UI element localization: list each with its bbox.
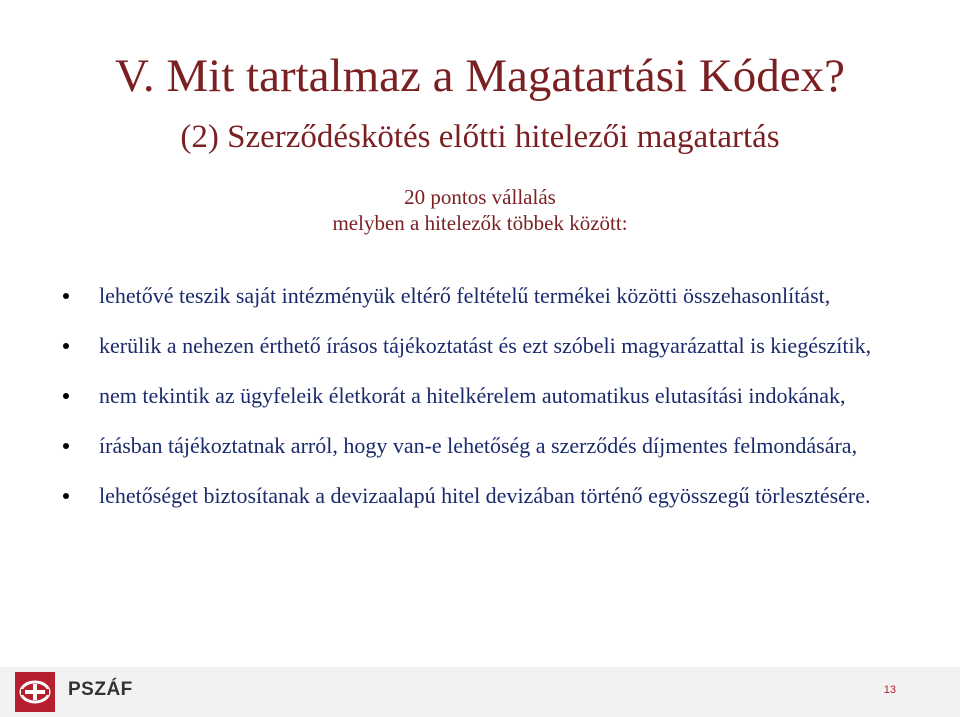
bullet-item: [63, 281, 898, 310]
bullet-dot-icon: [63, 343, 69, 349]
bullet-item: [63, 331, 898, 360]
page-number: 13: [883, 684, 896, 696]
bullet-text: lehetővé teszik saját intézményük eltérő feltételű termékei közötti összehasonlítást,: [99, 283, 831, 308]
bullet-text: nem tekintik az ügyfeleik életkorát a hitelkérelem automatikus elutasítási indokának,: [99, 383, 846, 408]
intro-line-2: melyben a hitelezők többek között:: [332, 211, 628, 235]
slide-subtitle: (2) Szerződéskötés előtti hitelezői magatartás: [180, 119, 780, 155]
bullet-item: [63, 431, 898, 460]
slide-title: V. Mit tartalmaz a Magatartási Kódex?: [115, 50, 845, 102]
bullet-dot-icon: [63, 493, 69, 499]
brand-name: PSZÁF: [68, 679, 133, 700]
bullet-list: [63, 281, 898, 531]
intro-line-1: 20 pontos vállalás: [404, 185, 556, 209]
bullet-item: [63, 381, 898, 410]
bullet-text: írásban tájékoztatnak arról, hogy van-e lehetőség a szerződés díjmentes felmondására,: [99, 433, 858, 458]
pszaf-logo-icon: [15, 672, 55, 712]
bullet-dot-icon: [63, 443, 69, 449]
intro-text: [0, 184, 960, 236]
bullet-dot-icon: [63, 393, 69, 399]
bullet-dot-icon: [63, 293, 69, 299]
bullet-text: lehetőséget biztosítanak a devizaalapú hitel devizában történő egyösszegű törlesztésére.: [99, 483, 871, 508]
footer: [0, 667, 960, 717]
bullet-text: kerülik a nehezen érthető írásos tájékoztatást és ezt szóbeli magyarázattal is kiegészítik,: [99, 333, 872, 358]
bullet-item: [63, 481, 898, 510]
